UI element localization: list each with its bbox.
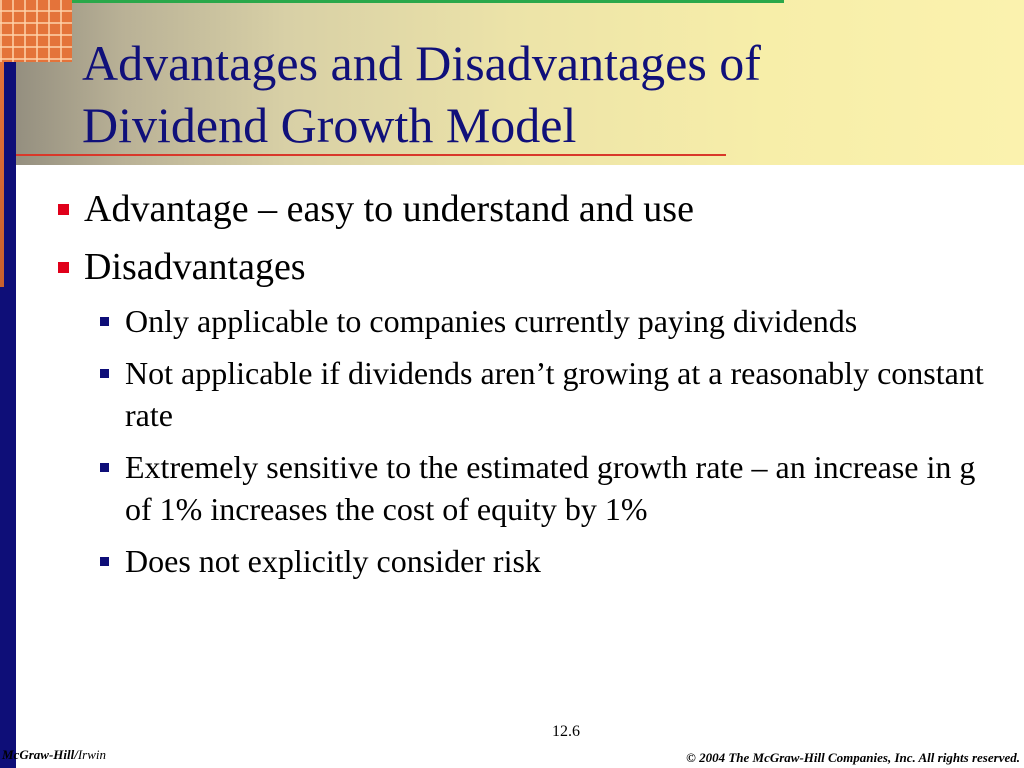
red-square-bullet-icon (58, 204, 69, 215)
blue-square-bullet-icon (100, 369, 109, 378)
sub-bullet (98, 300, 986, 342)
blue-square-bullet-icon (100, 317, 109, 326)
bullet-text: Advantage – easy to understand and use (84, 188, 694, 230)
publisher-imprint: Irwin (77, 747, 107, 762)
copyright-notice: © 2004 The McGraw-Hill Companies, Inc. All rights reserved. (686, 750, 1020, 765)
slide-title (82, 32, 982, 156)
orange-grid-decoration (0, 0, 72, 62)
bullet-advantage (56, 186, 986, 232)
slide-number: 12.6 (552, 723, 580, 740)
title-line-1: Advantages and Disadvantages of (82, 35, 761, 91)
publisher-label (2, 747, 106, 763)
sub-bullet (98, 352, 986, 436)
sub-bullet-text: Only applicable to companies currently paying dividends (125, 303, 858, 339)
disadvantages-sublist (98, 300, 986, 582)
sub-bullet-text: Not applicable if dividends aren’t growing at a reasonably constant rate (125, 355, 984, 433)
blue-square-bullet-icon (100, 463, 109, 472)
sub-bullet (98, 540, 986, 582)
top-green-line (72, 0, 784, 3)
sub-bullet-text: Extremely sensitive to the estimated growth rate – an increase in g of 1% increases the cost of equity by 1% (125, 449, 976, 527)
title-underline (16, 154, 726, 156)
sub-bullet-text: Does not explicitly consider risk (125, 543, 541, 579)
bullet-text: Disadvantages (84, 246, 306, 288)
publisher-name: McGraw-Hill/ (2, 747, 78, 762)
slide-content (56, 186, 986, 592)
blue-square-bullet-icon (100, 557, 109, 566)
red-square-bullet-icon (58, 262, 69, 273)
sub-bullet (98, 446, 986, 530)
title-line-2: Dividend Growth Model (82, 97, 577, 153)
bullet-disadvantages (56, 244, 986, 290)
left-accent-line (0, 62, 4, 287)
